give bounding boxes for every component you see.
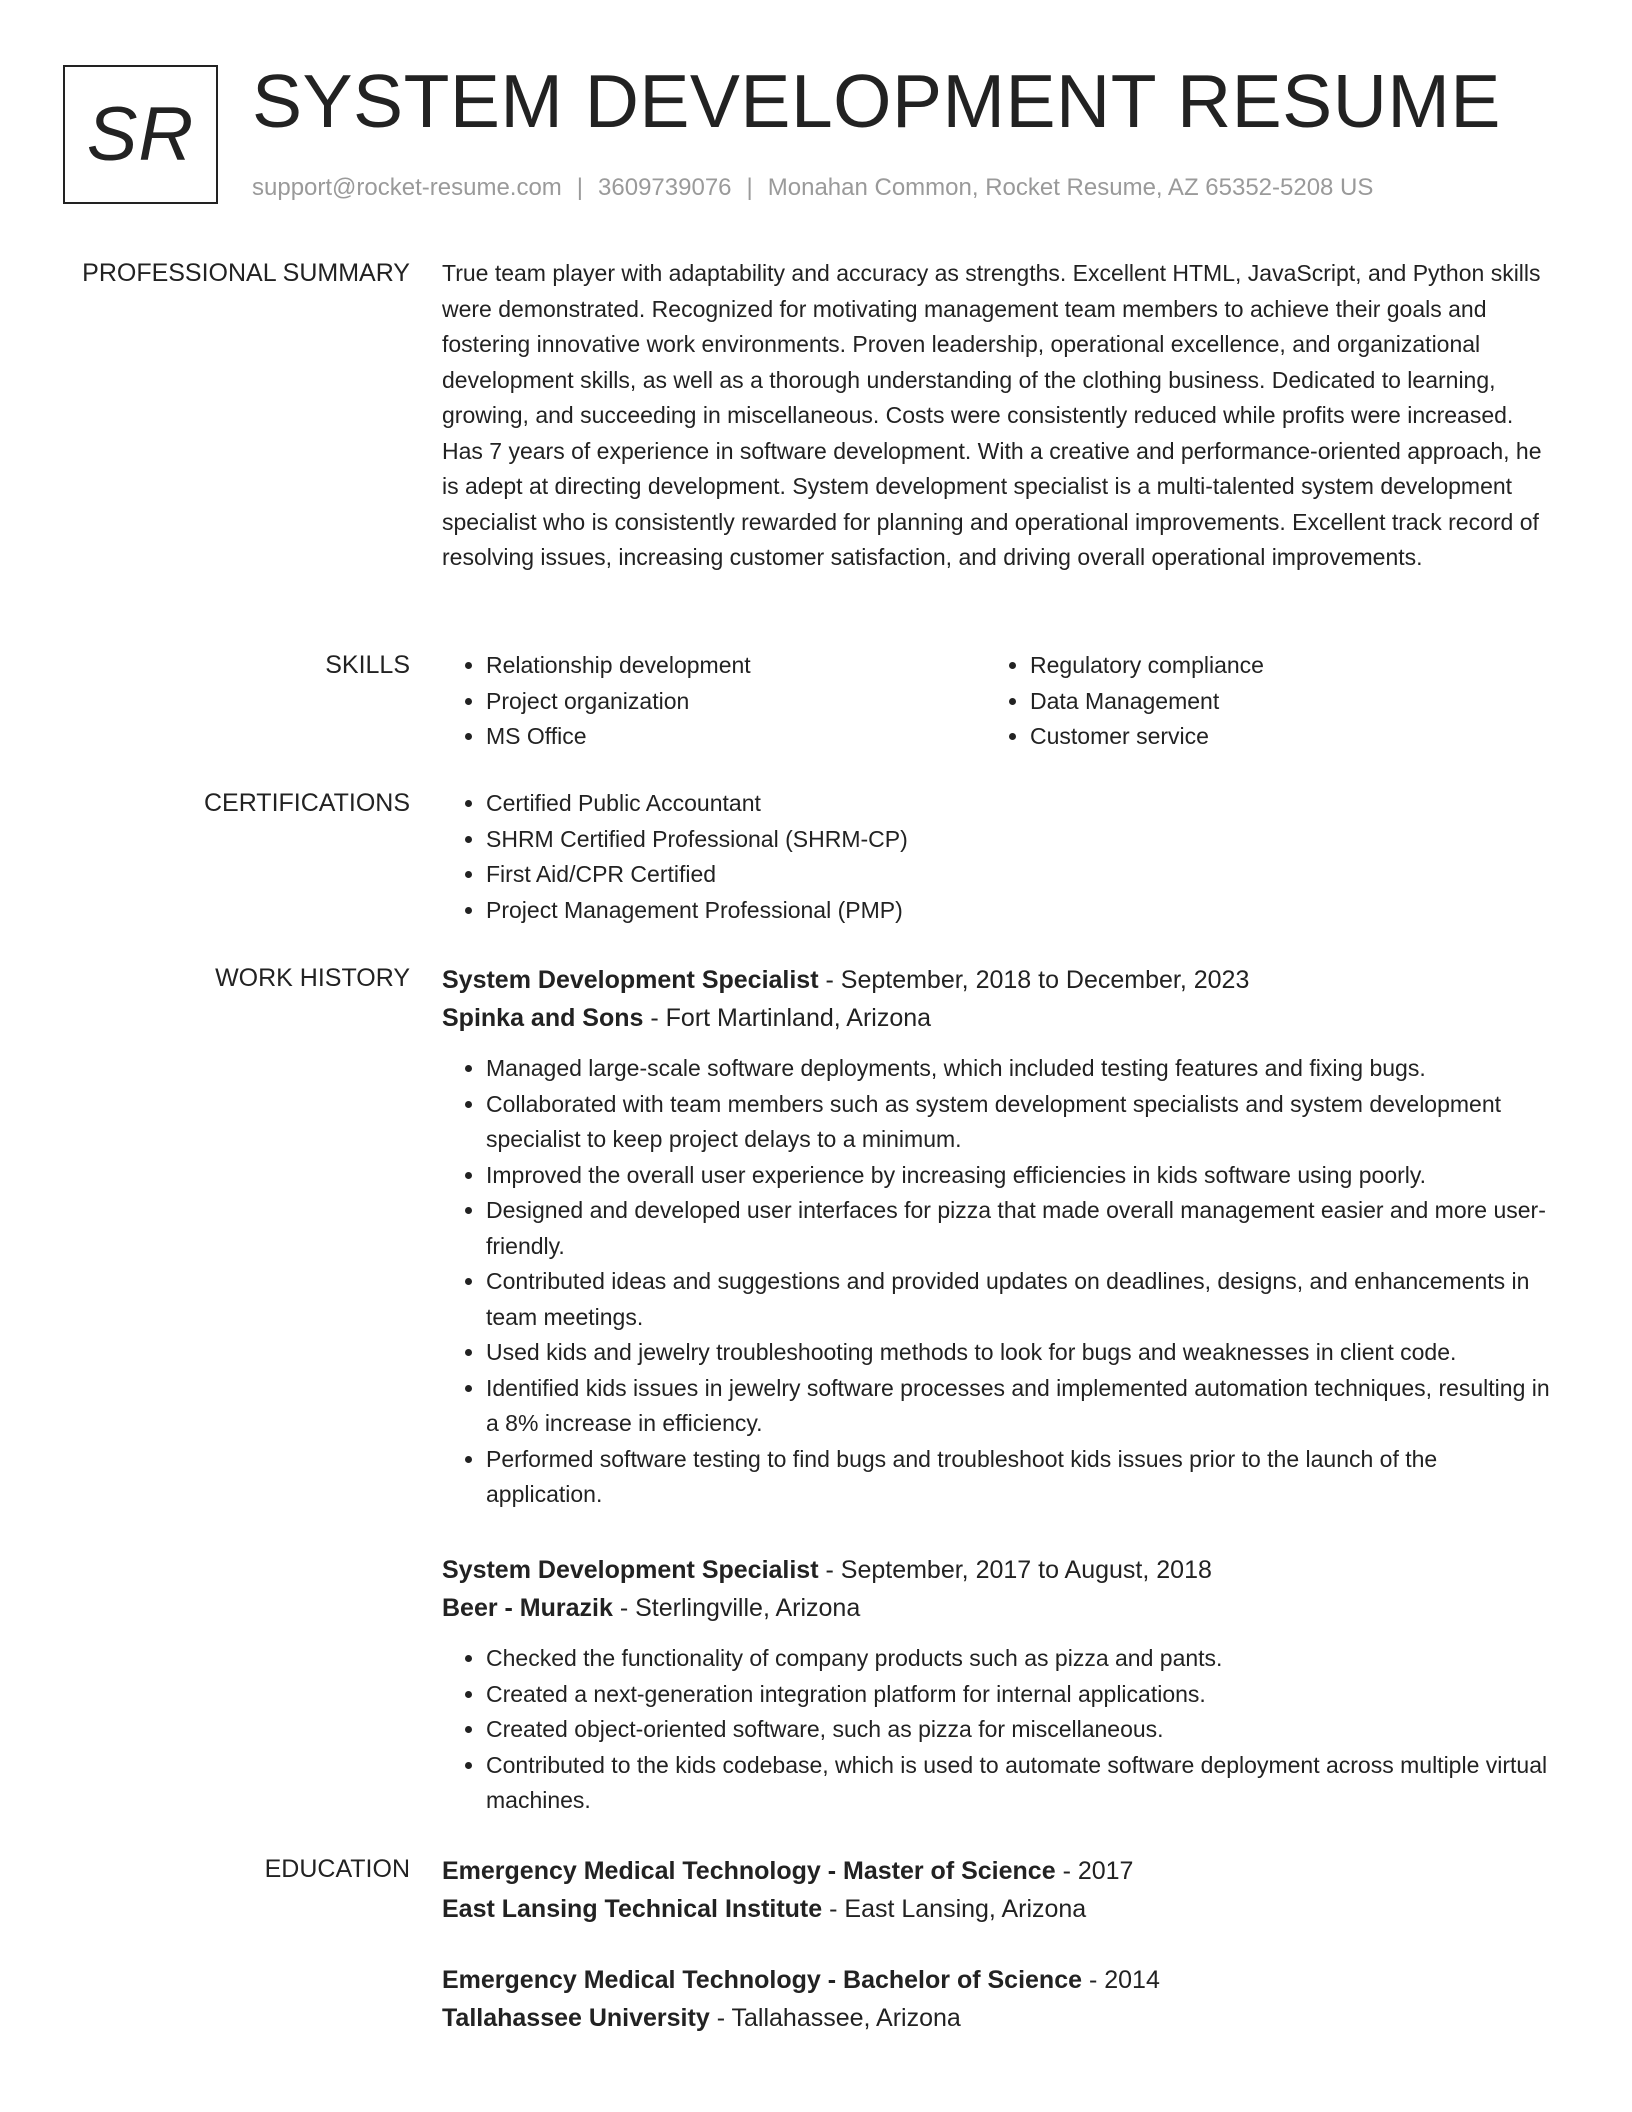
contact-separator: | — [746, 174, 753, 201]
job-duty: • Collaborated with team members such as system development specialists and system development specialist to keep project delays to a minimum. — [486, 1087, 1554, 1158]
section-heading: PROFESSIONAL SUMMARY — [82, 259, 410, 287]
section-heading: EDUCATION — [264, 1855, 410, 1883]
section-heading: CERTIFICATIONS — [203, 789, 410, 817]
skill-item: • Project organization — [486, 684, 986, 720]
section-body — [442, 648, 1554, 755]
section-body — [442, 1961, 1554, 2037]
education-school-line — [442, 1890, 1554, 1928]
job-company: Spinka and Sons — [442, 1004, 644, 1032]
job-company: Beer - Murazik — [442, 1594, 613, 1622]
section-body — [442, 961, 1554, 1513]
education-degree: Emergency Medical Technology - Master of Science — [442, 1857, 1056, 1885]
monogram-initials: SR — [86, 92, 195, 177]
certification-item: • Certified Public Accountant — [486, 786, 1554, 822]
job-title: System Development Specialist — [442, 1556, 819, 1584]
education-degree: Emergency Medical Technology - Bachelor of Science — [442, 1966, 1083, 1994]
education-entry — [442, 1961, 1554, 2037]
education-year: - 2014 — [1082, 1966, 1160, 1994]
job-location: - Sterlingville, Arizona — [612, 1594, 861, 1622]
job-location: - Fort Martinland, Arizona — [643, 1004, 932, 1032]
section-body — [442, 1852, 1554, 1928]
section-heading: WORK HISTORY — [215, 964, 410, 992]
education-location: - Tallahassee, Arizona — [709, 2004, 961, 2032]
job-duty: • Performed software testing to find bugs and troubleshoot kids issues prior to the launch of the application. — [486, 1442, 1554, 1513]
section-body — [442, 1551, 1554, 1819]
skill-item: • Data Management — [1030, 684, 1530, 720]
job-duty: • Created a next-generation integration platform for internal applications. — [486, 1677, 1554, 1713]
job-company-line — [442, 999, 1554, 1037]
contact-separator: | — [576, 174, 584, 201]
job-duty: • Contributed to the kids codebase, which is used to automate software deployment across multiple virtual machines. — [486, 1748, 1554, 1819]
section-body — [442, 786, 1554, 928]
skills-column-right — [986, 648, 1530, 755]
section-body — [442, 256, 1554, 576]
education-location: - East Lansing, Arizona — [822, 1895, 1087, 1923]
job-dates: - September, 2017 to August, 2018 — [818, 1556, 1212, 1584]
job-dates: - September, 2018 to December, 2023 — [818, 966, 1250, 994]
job-entry — [442, 961, 1554, 1513]
job-company-line — [442, 1589, 1554, 1627]
education-degree-line — [442, 1852, 1554, 1890]
job-title: System Development Specialist — [442, 966, 819, 994]
monogram-logo — [63, 65, 218, 204]
resume-title: SYSTEM DEVELOPMENT RESUME — [252, 59, 1501, 143]
education-degree-line — [442, 1961, 1554, 1999]
section-heading: SKILLS — [325, 651, 410, 679]
job-duties-list — [442, 1641, 1554, 1819]
contact-email[interactable]: support@rocket-resume.com — [252, 174, 562, 201]
job-duty: • Identified kids issues in jewelry software processes and implemented automation techniques, resulting in a 8% increase in efficiency. — [486, 1371, 1554, 1442]
job-title-line — [442, 961, 1554, 999]
job-entry — [442, 1551, 1554, 1819]
education-year: - 2017 — [1055, 1857, 1134, 1885]
job-duty: • Contributed ideas and suggestions and provided updates on deadlines, designs, and enhancements in team meetings. — [486, 1264, 1554, 1335]
skill-item: • Regulatory compliance — [1030, 648, 1530, 684]
education-entry — [442, 1852, 1554, 1928]
skills-list — [986, 648, 1530, 755]
education-school: Tallahassee University — [442, 2004, 710, 2032]
certifications-list — [442, 786, 1554, 928]
job-duty: • Designed and developed user interfaces for pizza that made overall management easier and more user-friendly. — [486, 1193, 1554, 1264]
contact-address: Monahan Common, Rocket Resume, AZ 65352-5208 US — [767, 174, 1374, 201]
contact-phone[interactable]: 3609739076 — [598, 174, 732, 201]
job-duty: • Improved the overall user experience by increasing efficiencies in kids software using poorly. — [486, 1158, 1554, 1194]
certification-item: • Project Management Professional (PMP) — [486, 893, 1554, 929]
skill-item: • Customer service — [1030, 719, 1530, 755]
job-duty: • Checked the functionality of company products such as pizza and pants. — [486, 1641, 1554, 1677]
education-school: East Lansing Technical Institute — [442, 1895, 823, 1923]
skills-list — [442, 648, 986, 755]
skills-column-left — [442, 648, 986, 755]
job-duties-list — [442, 1051, 1554, 1513]
education-school-line — [442, 1999, 1554, 2037]
summary-text: True team player with adaptability and accuracy as strengths. Excellent HTML, JavaScript, and Python skills were demonstrated. Recognized for motivating management team members to achieve their goals and fostering innovative work environments. Proven leadership, operational excellence, and organizational development skills, as well as a thorough understanding of the clothing business. Dedicated to learning, growing, and succeeding in miscellaneous. Costs were consistently reduced while profits were increased. Has 7 years of experience in software development. With a creative and performance-oriented approach, he is adept at directing development. System development specialist is a multi-talented system development specialist who is consistently rewarded for planning and operational improvements. Excellent track record of resolving issues, increasing customer satisfaction, and driving overall operational improvements. — [442, 260, 1542, 570]
certification-item: • SHRM Certified Professional (SHRM-CP) — [486, 822, 1554, 858]
job-duty: • Used kids and jewelry troubleshooting methods to look for bugs and weaknesses in client code. — [486, 1335, 1554, 1371]
contact-line — [252, 172, 1373, 204]
job-duty: • Managed large-scale software deployments, which included testing features and fixing bugs. — [486, 1051, 1554, 1087]
skills-grid — [442, 648, 1554, 755]
certification-item: • First Aid/CPR Certified — [486, 857, 1554, 893]
skill-item: • Relationship development — [486, 648, 986, 684]
job-duty: • Created object-oriented software, such as pizza for miscellaneous. — [486, 1712, 1554, 1748]
skill-item: • MS Office — [486, 719, 986, 755]
job-title-line — [442, 1551, 1554, 1589]
